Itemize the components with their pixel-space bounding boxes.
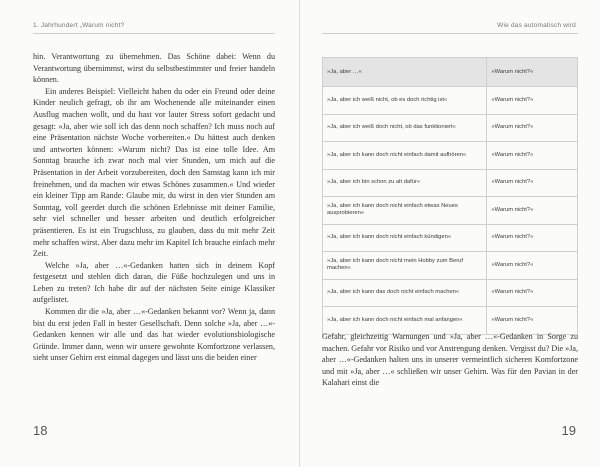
table-row (323, 279, 578, 307)
body-text (33, 51, 275, 364)
paragraph: Kommen dir die »Ja, aber …«-Gedanken bekannt vor? Wenn ja, dann bist du erst jeden Fall in bester Gesellschaft. Denn solche »Ja, aber …«-Gedanken kennen wir alle und das hat wieder evolutionsbiologische Gründe. Immer dann, wenn wir unsere gewohnte Komfortzone verlassen, sieht unser Gehirn erst einmal dagegen und lässt uns die beiden einer (33, 307, 275, 363)
page-number: 19 (561, 423, 576, 438)
table-cell: »Ja, aber ich weiß doch nicht, ob das funktioniert« (323, 114, 487, 142)
body-text (322, 331, 578, 389)
paragraph: hin. Verantwortung zu übernehmen. Das Schöne dabei: Wenn du Verantwortung übernimmst, wirst du selbstbestimmter und freier handeln können. (33, 52, 275, 85)
table-row (323, 224, 578, 252)
ja-aber-table (322, 57, 578, 335)
header-rule (33, 33, 275, 34)
table-cell: »Ja, aber ich kann doch nicht einfach damit aufhören« (323, 142, 487, 170)
table-cell: »Warum nicht?« (487, 197, 578, 225)
header-rule (322, 33, 578, 34)
table-row (323, 142, 578, 170)
running-head: Wie das automatisch wird (497, 22, 576, 29)
table-cell: »Warum nicht?« (487, 279, 578, 307)
table-cell: »Warum nicht?« (487, 114, 578, 142)
table-cell: »Ja, aber ich bin schon zu alt dafür« (323, 169, 487, 197)
table-row (323, 307, 578, 335)
table-cell: »Warum nicht?« (487, 224, 578, 252)
paragraph: Welche »Ja, aber …«-Gedanken hatten sich in deinem Kopf festgesetzt und stehlen dich daran, die Füße hochzulegen und uns in Leben zu treten? Ich habe dir auf der nächsten Seite einige Klassiker aufgelistet. (33, 260, 275, 305)
table-cell: »Ja, aber ich kann doch nicht mein Hobby zum Beruf machen« (323, 252, 487, 280)
paragraph: Gefahr, gleichzeitig Warnungen und »Ja, aber …«-Gedanken in Sorge zu machen. Gefahr vor Risiko und vor Anstrengung denken. Vergisst du? Die »Ja, aber …«-Gedanken halten uns in unserer vermeintlich sicheren Komfortzone und mit »Ja, aber …« schließen wir unser Gehirn. Was für den Pavian in der Kalahari einst die (322, 332, 578, 388)
table-cell: »Warum nicht?« (487, 87, 578, 115)
running-head: 1. Jahrhundert „Warum nicht? (33, 22, 125, 29)
page-number: 18 (33, 423, 48, 438)
paragraph: Ein anderes Beispiel: Vielleicht haben du oder ein Freund oder deine Kinder neulich gefragt, ob ihr am Wochenende alle miteinander einen Ausflug machen wollt, und du hast vor lauter Stress sofort gedacht und gesagt: »Ja, aber wie soll ich das denn noch schaffen? Ich muss noch auf eine Präsentation nächste Woche vorbereiten.« Du hättest auch denken und antworten können: »Warum nicht? Das ist eine tolle Idee. Am Sonntag brauche ich zwar noch mal vier Stunden, um mich auf die Präsentation in der Arbeit vorzubereiten, doch den Samstag kann ich mir freinehmen, und da machen wir etwas Schönes zusammen.« Und wieder ein kleiner Tipp am Rande: Glaube mir, du wirst in den vier Stunden am Sonntag, voll geerdet durch die schönen Erlebnisse mit deiner Familie, sehr viel schneller und besser arbeiten und deutlich erfolgreicher präsentieren. Es ist ein Trugschluss, zu glauben, dass du mit mehr Zeit mehr schaffen wirst. Aber dazu mehr im Kapitel Ich brauche einfach mehr Zeit. (33, 86, 275, 259)
table-cell: »Ja, aber ich kann doch nicht einfach kündigen« (323, 224, 487, 252)
table-cell: »Ja, aber ich kann doch nicht einfach etwas Neues ausprobieren« (323, 197, 487, 225)
table-row (323, 197, 578, 225)
table-cell: »Warum nicht?« (487, 307, 578, 335)
table-cell: »Ja, aber ich weiß nicht, ob es doch richtig ist« (323, 87, 487, 115)
table-cell: »Ja, aber ich kann das doch nicht einfach machen« (323, 279, 487, 307)
table-header-row (323, 58, 578, 87)
table-row (323, 114, 578, 142)
table-cell: »Warum nicht?« (487, 252, 578, 280)
table-cell: »Ja, aber ich kann doch nicht einfach mal anfangen« (323, 307, 487, 335)
table-row (323, 169, 578, 197)
table-header: »Ja, aber …« (323, 58, 487, 87)
table-cell: »Warum nicht?« (487, 142, 578, 170)
table-cell: »Warum nicht?« (487, 169, 578, 197)
table-row (323, 252, 578, 280)
table-header: »Warum nicht?« (487, 58, 578, 87)
right-page (300, 0, 600, 467)
table-row (323, 87, 578, 115)
